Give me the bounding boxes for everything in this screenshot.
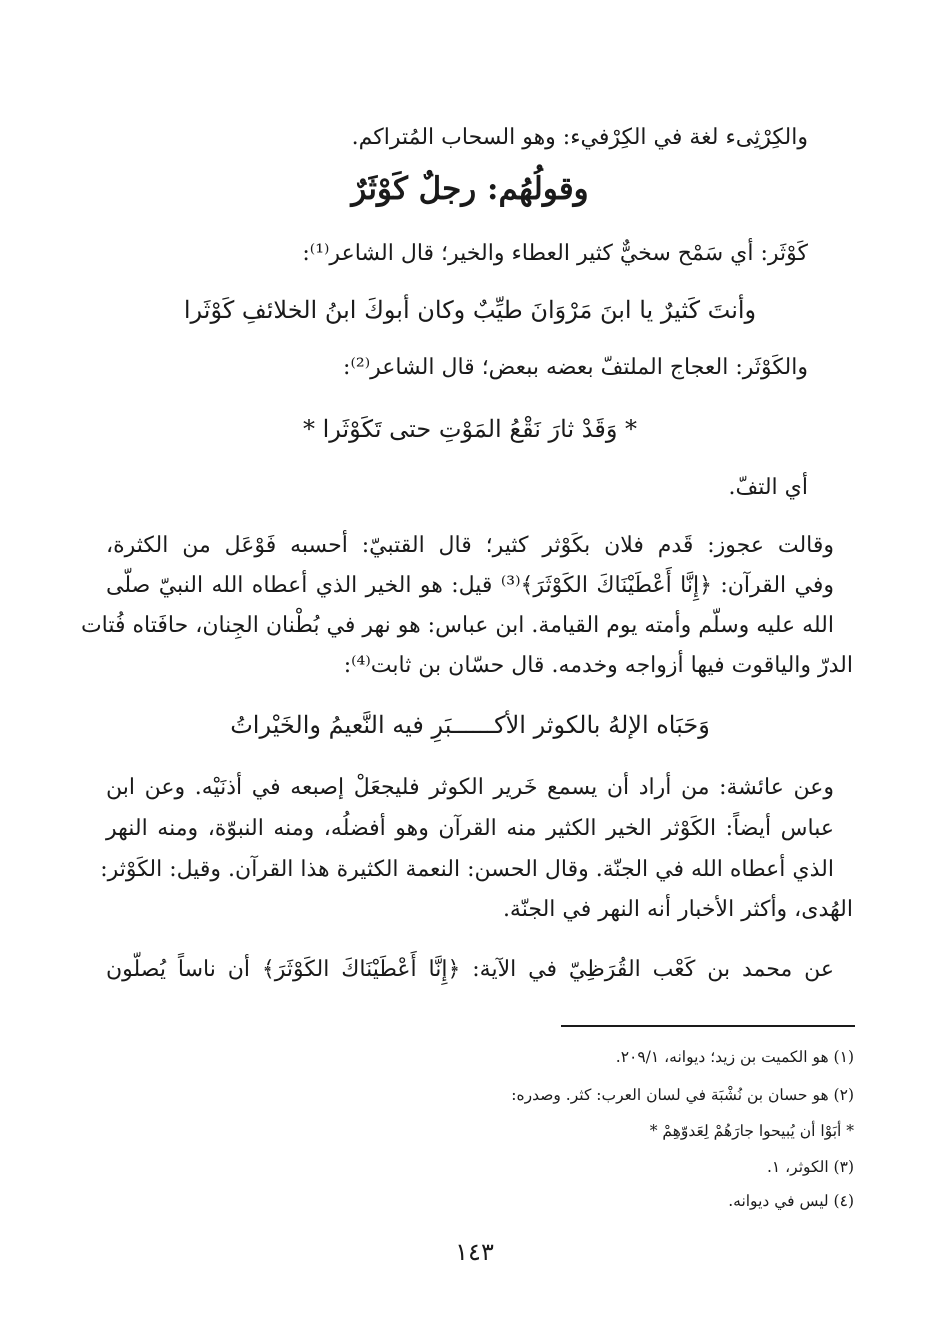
poem-verse-3: وَحَبَاه الإلهُ بالكوثر الأكــــــبَرِ فيه النَّعيمُ والخَيْراتُ (230, 711, 710, 739)
body-line-1: والكِرْثِىء لغة في الكِرْفيء: وهو السحاب المُتراكم. (351, 125, 808, 150)
footnote-2-verse: * أبَوْا أن يُبيحوا جارَهُمْ لِعَدوّهِمْ * (649, 1122, 854, 1140)
body-line-11: الذي أعطاه الله في الجنّة. وقال الحسن: النعمة الكثيرة هذا القرآن. وقيل: الكَوْثر: (100, 857, 834, 882)
section-heading: وقولُهُم: رجلٌ كَوْثَرٌ (351, 171, 589, 207)
body-line-6: وفي القرآن: ﴿إِنَّا أَعْطَيْنَاكَ الكَوْثَرَ﴾⁽³⁾ قيل: هو الخير الذي أعطاه الله النبيّ صلّى (106, 573, 834, 598)
footnote-1: (١) هو الكميت بن زيد؛ ديوانه، ٢٠٩/١. (615, 1048, 854, 1066)
footnote-separator (561, 1025, 855, 1027)
footnote-4: (٤) ليس في ديوانه. (728, 1192, 854, 1210)
footnote-2: (٢) هو حسان بن نُشْبَة في لسان العرب: كثر. وصدره: (511, 1086, 854, 1104)
body-line-5: وقالت عجوز: قَدم فلان بكَوْثر كثير؛ قال القتبيّ: أحسبه فَوْعَل من الكثرة، (106, 533, 834, 558)
footnote-3: (٣) الكوثر، ١. (766, 1158, 854, 1176)
body-line-3: والكَوْثَر: العجاج الملتفّ بعضه ببعض؛ قال الشاعر⁽²⁾: (343, 355, 808, 380)
body-line-10: عباس أيضاً: الكَوْثر الخير الكثير منه القرآن وهو أفضلُه، ومنه النبوّة، ومنه النهر (106, 816, 834, 841)
body-line-8: الدرّ والياقوت فيها أزواجه وخدمه. قال حسّان بن ثابت⁽⁴⁾: (343, 653, 853, 678)
body-line-12: الهُدى، وأكثر الأخبار أنه النهر في الجنّة. (502, 897, 853, 922)
body-line-9: وعن عائشة: من أراد أن يسمع خَرير الكوثر فليجعَلْ إصبعه في أذنَيْه. وعن ابن (106, 775, 834, 800)
poem-verse-2: * وَقَدْ ثارَ نَقْعُ المَوْتِ حتى تَكَوْثَرا * (302, 415, 638, 443)
body-line-2: كَوْثَر: أي سَمْح سخيٌّ كثير العطاء والخير؛ قال الشاعر⁽¹⁾: (302, 241, 808, 266)
body-line-7: الله عليه وسلّم وأمته يوم القيامة. ابن عباس: هو نهر في بُطْنان الجِنان، حافَتاه فُتات (80, 613, 834, 638)
poem-verse-1: وأنتَ كَثيرٌ يا ابنَ مَرْوَانَ طيِّبٌ وكان أبوكَ ابنُ الخلائفِ كَوْثَرا (183, 296, 757, 324)
body-line-4: أي التفّ. (728, 475, 808, 500)
page-number: ١٤٣ (455, 1238, 494, 1266)
body-line-13: عن محمد بن كَعْب القُرَظِيّ في الآية: ﴿إِنَّا أَعْطَيْنَاكَ الكَوْثَرَ﴾ أن ناساً يُصلّون (106, 957, 834, 982)
